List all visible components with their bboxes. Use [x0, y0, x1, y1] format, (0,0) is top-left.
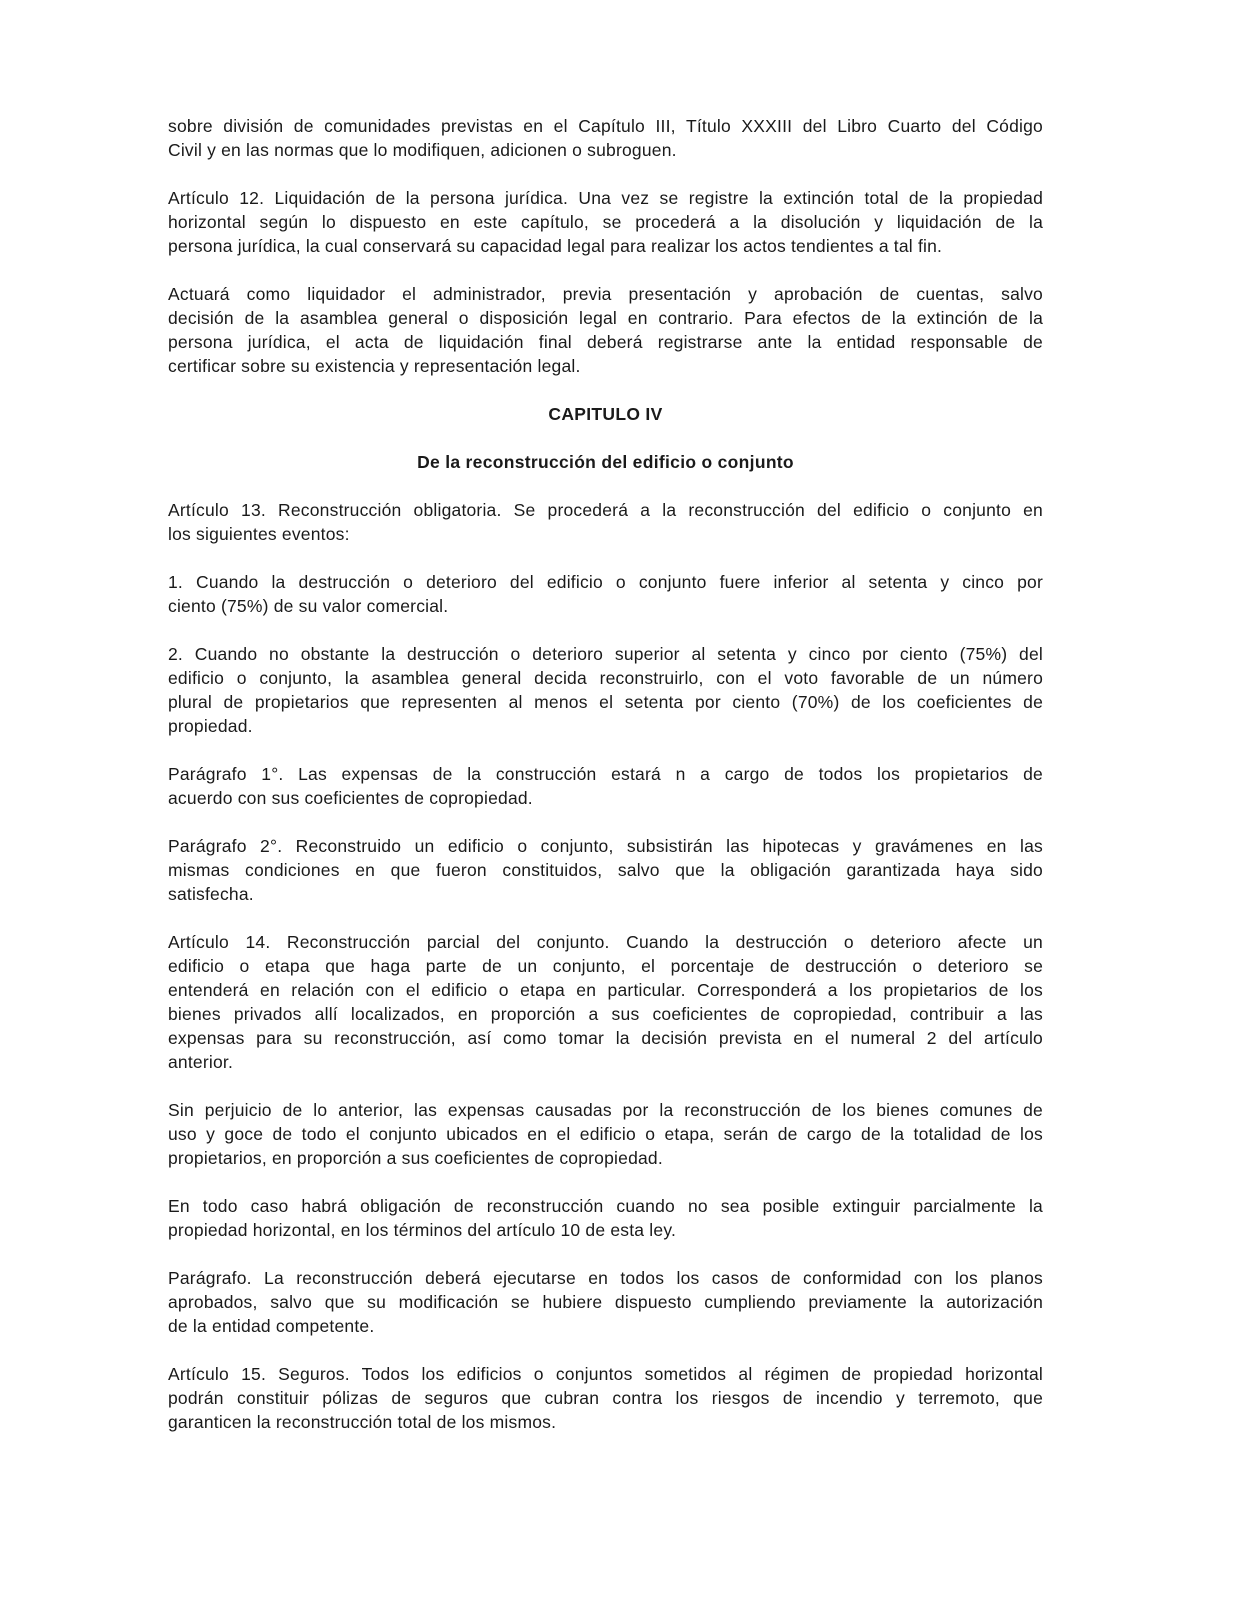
paragraph	[168, 498, 1043, 546]
text-line: edificio o etapa que haga parte de un conjunto, el porcentaje de destrucción o deterioro se	[168, 956, 1043, 976]
text-line: podrán constituir pólizas de seguros que cubran contra los riesgos de incendio y terremoto, que	[168, 1388, 1043, 1408]
text-line: los siguientes eventos:	[168, 524, 350, 544]
text-line: acuerdo con sus coeficientes de copropiedad.	[168, 788, 533, 808]
text-line: satisfecha.	[168, 884, 254, 904]
text-line: Civil y en las normas que lo modifiquen, adicionen o subroguen.	[168, 140, 677, 160]
paragraph	[168, 1362, 1043, 1434]
paragraph	[168, 570, 1043, 618]
text-line: bienes privados allí localizados, en proporción a sus coeficientes de copropiedad, contribuir a las	[168, 1004, 1043, 1024]
paragraph	[168, 762, 1043, 810]
text-line: anterior.	[168, 1052, 234, 1072]
text-line: En todo caso habrá obligación de reconstrucción cuando no sea posible extinguir parcialmente la	[168, 1196, 1043, 1216]
text-line: propietarios, en proporción a sus coeficientes de copropiedad.	[168, 1148, 663, 1168]
text-line: Artículo 12. Liquidación de la persona jurídica. Una vez se registre la extinción total de la propiedad	[168, 188, 1043, 208]
text-line: decisión de la asamblea general o disposición legal en contrario. Para efectos de la extinción de la	[168, 308, 1043, 328]
text-line: aprobados, salvo que su modificación se hubiere dispuesto cumpliendo previamente la autorización	[168, 1292, 1043, 1312]
chapter-title: CAPITULO IV	[548, 404, 663, 424]
paragraph	[168, 114, 1043, 162]
text-line: mismas condiciones en que fueron constituidos, salvo que la obligación garantizada haya sido	[168, 860, 1043, 880]
paragraph	[168, 282, 1043, 378]
paragraph	[168, 642, 1043, 738]
paragraph	[168, 1194, 1043, 1242]
text-line: uso y goce de todo el conjunto ubicados en el edificio o etapa, serán de cargo de la totalidad de los	[168, 1124, 1043, 1144]
text-line: 2. Cuando no obstante la destrucción o deterioro superior al setenta y cinco por ciento (75%) del	[168, 644, 1043, 664]
paragraph	[168, 1266, 1043, 1338]
text-line: persona jurídica, el acta de liquidación final deberá registrarse ante la entidad responsable de	[168, 332, 1043, 352]
text-line: garanticen la reconstrucción total de los mismos.	[168, 1412, 557, 1432]
text-line: ciento (75%) de su valor comercial.	[168, 596, 449, 616]
text-line: Actuará como liquidador el administrador, previa presentación y aprobación de cuentas, salvo	[168, 284, 1043, 304]
text-line: de la entidad competente.	[168, 1316, 375, 1336]
text-line: Artículo 13. Reconstrucción obligatoria. Se procederá a la reconstrucción del edificio o conjunto en	[168, 500, 1043, 520]
text-line: propiedad horizontal, en los términos del artículo 10 de esta ley.	[168, 1220, 677, 1240]
paragraph	[168, 930, 1043, 1074]
text-line: Parágrafo. La reconstrucción deberá ejecutarse en todos los casos de conformidad con los planos	[168, 1268, 1043, 1288]
text-line: expensas para su reconstrucción, así como tomar la decisión prevista en el numeral 2 del artículo	[168, 1028, 1043, 1048]
text-line: 1. Cuando la destrucción o deterioro del edificio o conjunto fuere inferior al setenta y cinco por	[168, 572, 1043, 592]
text-line: sobre división de comunidades previstas en el Capítulo III, Título XXXIII del Libro Cuarto del Código	[168, 116, 1043, 136]
text-line: plural de propietarios que representen al menos el setenta por ciento (70%) de los coeficientes de	[168, 692, 1043, 712]
paragraph	[168, 834, 1043, 906]
text-line: Sin perjuicio de lo anterior, las expensas causadas por la reconstrucción de los bienes comunes de	[168, 1100, 1043, 1120]
paragraph	[168, 186, 1043, 258]
document-page	[168, 114, 1043, 1458]
text-line: Parágrafo 2°. Reconstruido un edificio o conjunto, subsistirán las hipotecas y gravámenes en las	[168, 836, 1043, 856]
text-line: propiedad.	[168, 716, 253, 736]
text-line: Parágrafo 1°. Las expensas de la construcción estará n a cargo de todos los propietarios de	[168, 764, 1043, 784]
text-line: Artículo 14. Reconstrucción parcial del conjunto. Cuando la destrucción o deterioro afecte un	[168, 932, 1043, 952]
chapter-subtitle: De la reconstrucción del edificio o conjunto	[417, 452, 794, 472]
paragraph	[168, 1098, 1043, 1170]
text-line: entenderá en relación con el edificio o etapa en particular. Corresponderá a los propietarios de los	[168, 980, 1043, 1000]
text-line: persona jurídica, la cual conservará su capacidad legal para realizar los actos tendientes a tal fin.	[168, 236, 943, 256]
text-line: horizontal según lo dispuesto en este capítulo, se procederá a la disolución y liquidación de la	[168, 212, 1043, 232]
text-line: edificio o conjunto, la asamblea general decida reconstruirlo, con el voto favorable de un número	[168, 668, 1043, 688]
text-line: Artículo 15. Seguros. Todos los edificios o conjuntos sometidos al régimen de propiedad horizontal	[168, 1364, 1043, 1384]
text-line: certificar sobre su existencia y representación legal.	[168, 356, 581, 376]
